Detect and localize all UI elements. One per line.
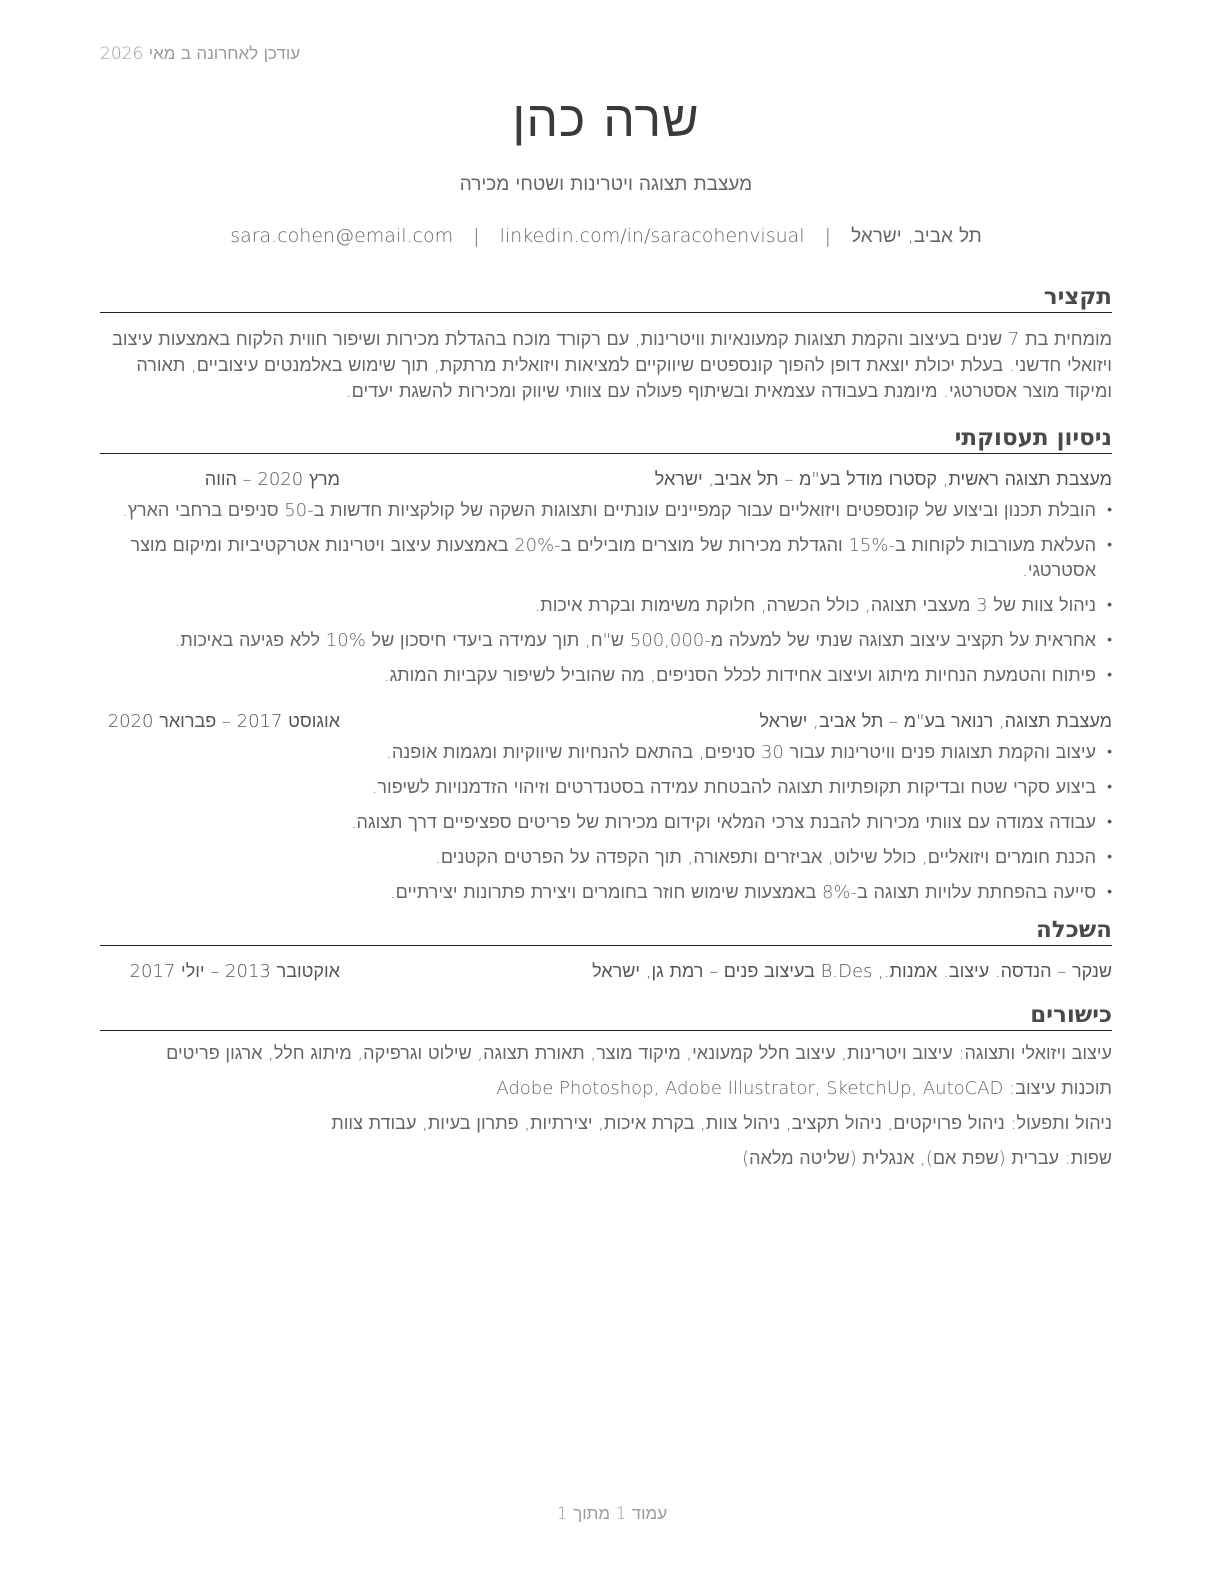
job-bullet: • סייעה בהפחתת עלויות תצוגה ב-8% באמצעות שימוש חוזר בחומרים ויצירת פתרונות יצירתיים. [100, 880, 1112, 905]
skills-heading: כישורים [100, 1000, 1112, 1031]
candidate-name: שרה כהן [512, 90, 700, 148]
skills-list [100, 1041, 1112, 1171]
job-bullet: • הכנת חומרים ויזואליים, כולל שילוט, אביזרים ותפאורה, תוך הקפדה על הפרטים הקטנים. [100, 845, 1112, 870]
job-bullet: • פיתוח והטמעת הנחיות מיתוג ועיצוב אחידות לכלל הסניפים, מה שהוביל לשיפור עקביות המותג. [100, 663, 1112, 688]
candidate-title: מעצבת תצוגה ויטרינות ושטחי מכירה [459, 173, 753, 195]
job-dates: מרץ 2020 – הווה [204, 469, 340, 490]
job-bullet: • עבודה צמודה עם צוותי מכירות להבנת צרכי המלאי וקידום מכירות של פריטים ספציפיים דרך תצוגה. [100, 810, 1112, 835]
summary-text: מומחית בת 7 שנים בעיצוב והקמת תצוגות קמעונאיות וויטרינות, עם רקורד מוכח בהגדלת מכירות ושיפור חווית הלקוח באמצעות עיצוב ויזואלי חדשני. בעלת יכולת יוצאת דופן להפוך קונספטים שיווקיים למציאות ויזואלית מרתקת, תוך שימוש באלמנטים עיצוביים, תאורה ומיקוד מוצר אסטרטגי. מיומנת בעבודה עצמאית ובשיתוף פעולה עם צוותי שיווק ומכירות להשגת יעדים. [112, 329, 1112, 402]
contact-line [100, 224, 1112, 248]
contact-location: תל אביב, ישראל [851, 225, 982, 247]
job-bullet: • ניהול צוות של 3 מעצבי תצוגה, כולל הכשרה, חלוקת משימות ובקרת איכות. [100, 593, 1112, 618]
job-entry [100, 710, 1112, 905]
skills-line: ניהול ותפעול: ניהול פרויקטים, ניהול תקציב, ניהול צוות, בקרת איכות, יצירתיות, פתרון בעיות, עבודת צוות [331, 1113, 1112, 1134]
education-heading: השכלה [100, 915, 1112, 946]
contact-linkedin[interactable]: linkedin.com/in/saracohenvisual [499, 225, 805, 247]
job-bullet: • אחראית על תקציב עיצוב תצוגה שנתי של למעלה מ-500,000 ש"ח, תוך עמידה ביעדי חיסכון של 10% ללא פגיעה באיכות. [100, 628, 1112, 653]
education-degree: שנקר – הנדסה. עיצוב. אמנות., B.Des בעיצוב פנים – רמת גן, ישראל [592, 961, 1112, 982]
job-header [100, 710, 1112, 734]
job-bullets [100, 498, 1112, 688]
job-bullet: • הובלת תכנון וביצוע של קונספטים ויזואליים עבור קמפיינים עונתיים ותצוגות השקה של קולקציות חדשות ב-50 סניפים ברחבי הארץ. [100, 498, 1112, 523]
job-dates: אוגוסט 2017 – פברואר 2020 [107, 711, 340, 732]
job-header [100, 468, 1112, 492]
skills-line: שפות: עברית (שפת אם), אנגלית (שליטה מלאה) [742, 1148, 1112, 1169]
job-bullet: • עיצוב והקמת תצוגות פנים וויטרינות עבור 30 סניפים, בהתאם להנחיות שיווקיות ומגמות אופנה. [100, 740, 1112, 765]
resume-page [100, 0, 1112, 1171]
education-entry [100, 960, 1112, 984]
contact-separator: | [473, 225, 480, 247]
skills-line: עיצוב ויזואלי ותצוגה: עיצוב ויטרינות, עיצוב חלל קמעונאי, מיקוד מוצר, תאורת תצוגה, שילוט וגרפיקה, מיתוג חלל, ארגון פריטים [166, 1043, 1112, 1064]
skills-line: תוכנות עיצוב: Adobe Photoshop, Adobe Illustrator, SketchUp, AutoCAD [496, 1078, 1112, 1099]
job-role: מעצבת תצוגה ראשית, קסטרו מודל בע"מ – תל אביב, ישראל [654, 469, 1112, 490]
job-bullet: • העלאת מעורבות לקוחות ב-15% והגדלת מכירות של מוצרים מובילים ב-20% באמצעות עיצוב ויטרינות אטרקטיביות ומיקום מוצר אסטרטגי. [100, 533, 1112, 583]
last-updated-note: עודכן לאחרונה ב מאי 2026 [100, 44, 301, 64]
contact-email[interactable]: sara.cohen@email.com [230, 225, 454, 247]
experience-heading: ניסיון תעסוקתי [100, 423, 1112, 454]
job-bullets [100, 740, 1112, 905]
job-bullet: • ביצוע סקרי שטח ובדיקות תקופתיות תצוגה להבטחת עמידה בסטנדרטים וזיהוי הזדמנויות לשיפור. [100, 775, 1112, 800]
contact-separator: | [824, 225, 832, 247]
page-number: עמוד 1 מתוך 1 [556, 1504, 668, 1524]
summary-heading: תקציר [100, 282, 1112, 313]
job-role: מעצבת תצוגה, רנואר בע"מ – תל אביב, ישראל [759, 711, 1112, 732]
education-dates: אוקטובר 2013 – יולי 2017 [129, 961, 340, 982]
job-entry [100, 468, 1112, 688]
